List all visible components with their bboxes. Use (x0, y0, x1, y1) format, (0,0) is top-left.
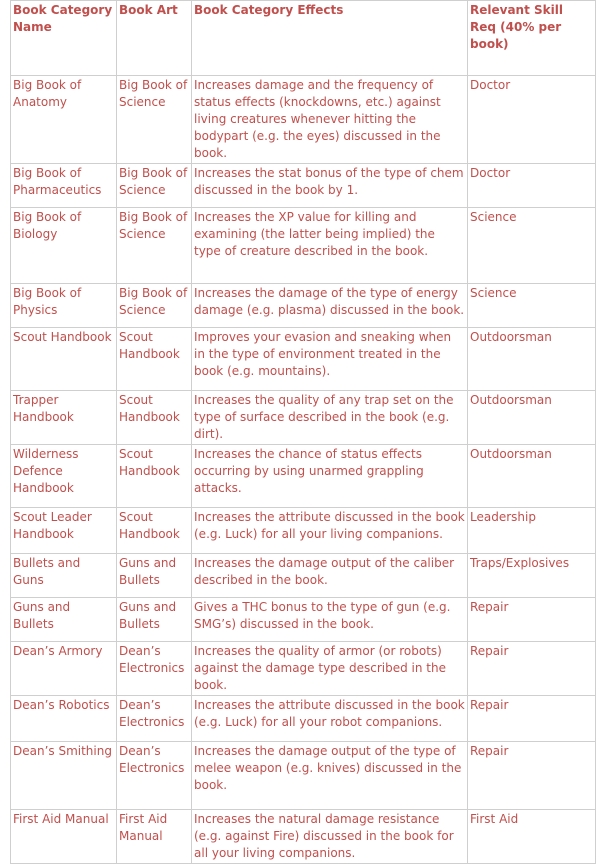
table-row (11, 391, 596, 445)
cell-skill-req: Doctor (468, 76, 596, 164)
table-row (11, 208, 596, 284)
table-row (11, 642, 596, 696)
cell-book-art: Scout Handbook (117, 508, 192, 554)
table-row (11, 284, 596, 328)
table-row (11, 508, 596, 554)
table-row (11, 810, 596, 864)
cell-book-name: Big Book of Pharmaceutics (11, 164, 117, 208)
cell-skill-req: Outdoorsman (468, 445, 596, 508)
cell-book-name: Wilderness Defence Handbook (11, 445, 117, 508)
cell-book-effect: Increases the attribute discussed in the book (e.g. Luck) for all your robot companions. (192, 696, 468, 742)
table-row (11, 598, 596, 642)
book-category-table-container (10, 0, 595, 864)
cell-skill-req: Science (468, 208, 596, 284)
cell-book-name: Scout Leader Handbook (11, 508, 117, 554)
cell-book-art: First Aid Manual (117, 810, 192, 864)
cell-skill-req: Leadership (468, 508, 596, 554)
cell-book-art: Big Book of Science (117, 164, 192, 208)
cell-book-art: Guns and Bullets (117, 598, 192, 642)
cell-skill-req: Outdoorsman (468, 328, 596, 391)
cell-book-effect: Increases the XP value for killing and examining (the latter being implied) the type of creature described in the book. (192, 208, 468, 284)
cell-book-name: First Aid Manual (11, 810, 117, 864)
cell-skill-req: Repair (468, 642, 596, 696)
cell-book-art: Scout Handbook (117, 445, 192, 508)
cell-book-art: Guns and Bullets (117, 554, 192, 598)
cell-book-effect: Increases the damage output of the type of melee weapon (e.g. knives) discussed in the book. (192, 742, 468, 810)
cell-book-effect: Increases the natural damage resistance (e.g. against Fire) discussed in the book for all your living companions. (192, 810, 468, 864)
cell-book-effect: Increases the damage output of the caliber described in the book. (192, 554, 468, 598)
cell-book-effect: Gives a THC bonus to the type of gun (e.g. SMG’s) discussed in the book. (192, 598, 468, 642)
cell-skill-req: Repair (468, 742, 596, 810)
table-row (11, 696, 596, 742)
cell-book-name: Trapper Handbook (11, 391, 117, 445)
table-row (11, 445, 596, 508)
cell-skill-req: Science (468, 284, 596, 328)
cell-book-name: Guns and Bullets (11, 598, 117, 642)
cell-book-name: Big Book of Physics (11, 284, 117, 328)
cell-book-name: Scout Handbook (11, 328, 117, 391)
cell-book-name: Dean’s Smithing (11, 742, 117, 810)
cell-skill-req: First Aid (468, 810, 596, 864)
table-row (11, 164, 596, 208)
cell-book-effect: Increases the quality of armor (or robots) against the damage type described in the book. (192, 642, 468, 696)
cell-book-name: Dean’s Armory (11, 642, 117, 696)
cell-book-effect: Improves your evasion and sneaking when in the type of environment treated in the book (e.g. mountains). (192, 328, 468, 391)
header-relevant-skill-req: Relevant Skill Req (40% per book) (468, 1, 596, 76)
table-row (11, 328, 596, 391)
cell-book-effect: Increases the quality of any trap set on the type of surface described in the book (e.g. dirt). (192, 391, 468, 445)
table-header-row (11, 1, 596, 76)
cell-book-name: Big Book of Biology (11, 208, 117, 284)
cell-skill-req: Repair (468, 598, 596, 642)
cell-book-effect: Increases the chance of status effects occurring by using unarmed grappling attacks. (192, 445, 468, 508)
header-book-category-name: Book Category Name (11, 1, 117, 76)
header-book-art: Book Art (117, 1, 192, 76)
cell-book-effect: Increases the damage of the type of energy damage (e.g. plasma) discussed in the book. (192, 284, 468, 328)
cell-skill-req: Doctor (468, 164, 596, 208)
cell-book-art: Big Book of Science (117, 76, 192, 164)
cell-book-name: Big Book of Anatomy (11, 76, 117, 164)
cell-book-art: Dean’s Electronics (117, 642, 192, 696)
cell-book-effect: Increases damage and the frequency of status effects (knockdowns, etc.) against living creatures whenever hitting the bodypart (e.g. the eyes) discussed in the book. (192, 76, 468, 164)
cell-book-effect: Increases the stat bonus of the type of chem discussed in the book by 1. (192, 164, 468, 208)
cell-skill-req: Outdoorsman (468, 391, 596, 445)
header-book-category-effects: Book Category Effects (192, 1, 468, 76)
cell-book-name: Bullets and Guns (11, 554, 117, 598)
cell-book-art: Scout Handbook (117, 391, 192, 445)
cell-book-art: Scout Handbook (117, 328, 192, 391)
cell-book-effect: Increases the attribute discussed in the book (e.g. Luck) for all your living companions. (192, 508, 468, 554)
cell-book-art: Big Book of Science (117, 284, 192, 328)
cell-book-art: Dean’s Electronics (117, 742, 192, 810)
table-row (11, 76, 596, 164)
cell-book-name: Dean’s Robotics (11, 696, 117, 742)
table-row (11, 742, 596, 810)
table-row (11, 554, 596, 598)
cell-book-art: Dean’s Electronics (117, 696, 192, 742)
book-category-table (10, 0, 596, 864)
cell-skill-req: Repair (468, 696, 596, 742)
cell-book-art: Big Book of Science (117, 208, 192, 284)
cell-skill-req: Traps/Explosives (468, 554, 596, 598)
